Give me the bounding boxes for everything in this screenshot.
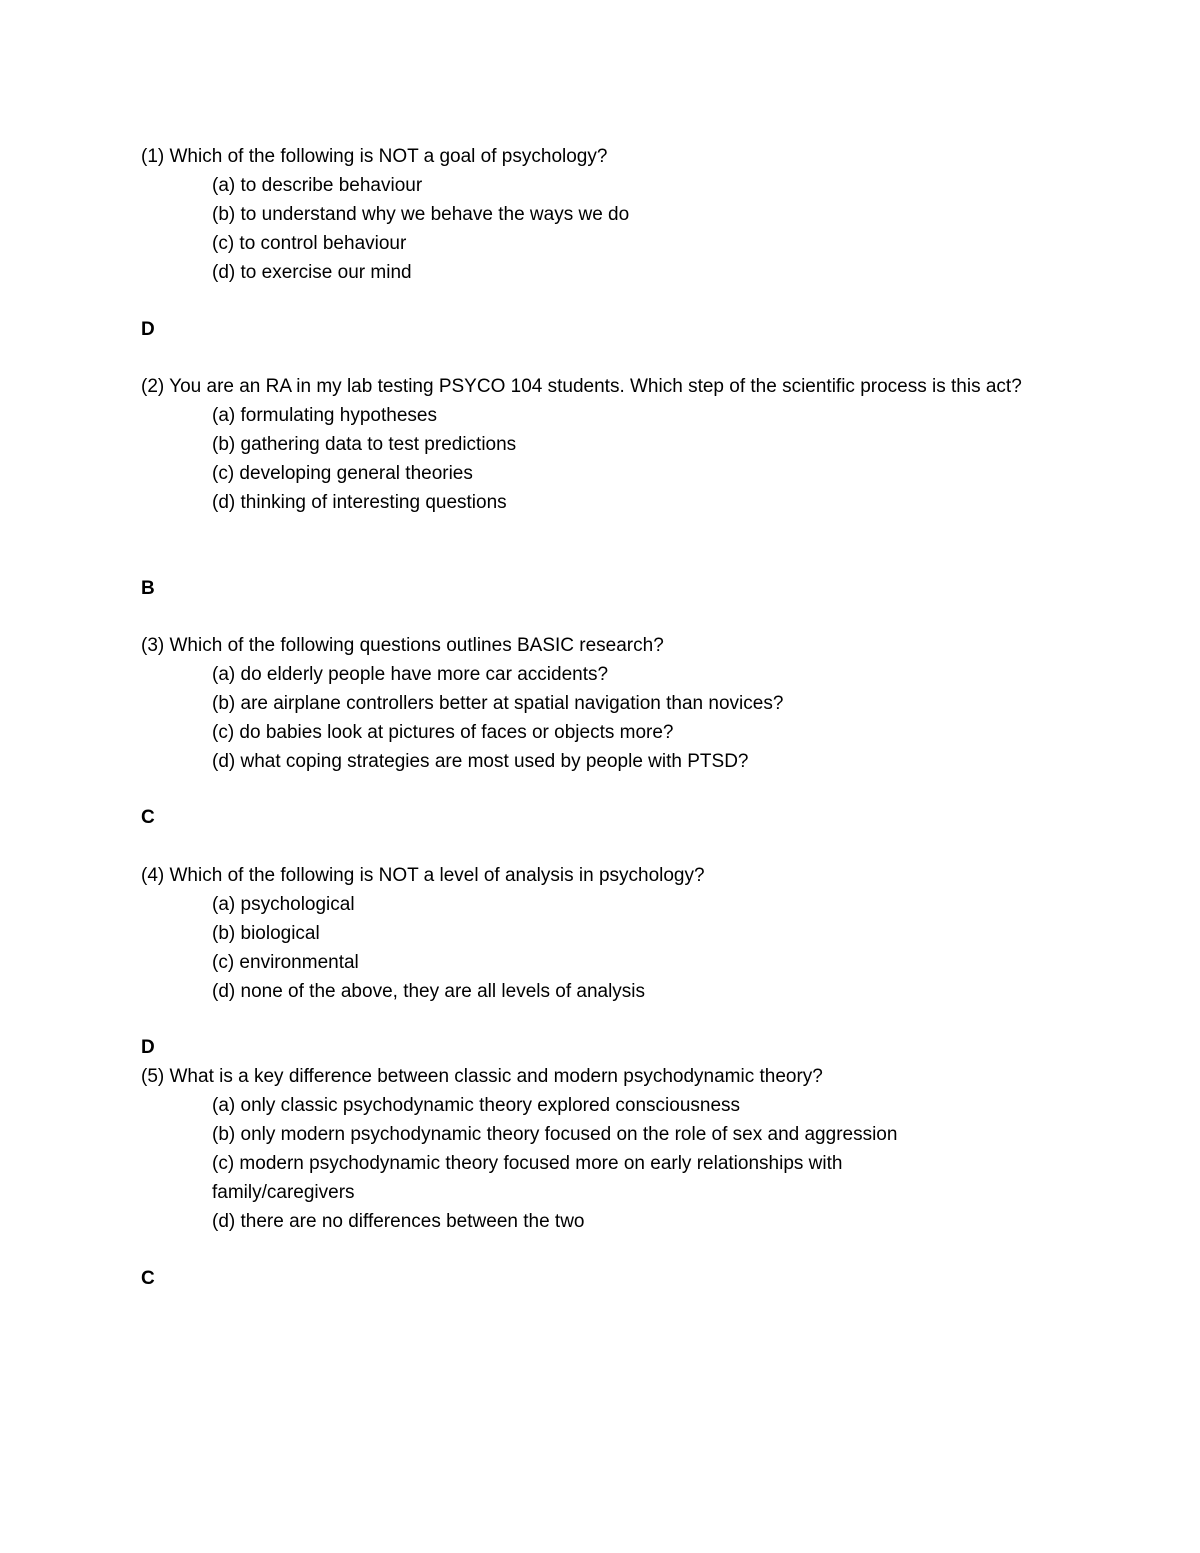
options-list [141, 1091, 1041, 1236]
option-d: (d) thinking of interesting questions [212, 492, 507, 513]
option-d: (d) what coping strategies are most used by people with PTSD? [212, 751, 749, 772]
option-c: (c) to control behaviour [212, 233, 407, 254]
answer-key: B [141, 578, 155, 599]
options-list [141, 890, 1041, 1006]
question-block-1 [141, 142, 1041, 287]
answer-key: D [141, 1037, 155, 1058]
option-a: (a) formulating hypotheses [212, 405, 437, 426]
answer-key: C [141, 1268, 155, 1289]
options-list [141, 660, 1041, 776]
option-c: (c) developing general theories [212, 463, 473, 484]
question-text: (1) Which of the following is NOT a goal of psychology? [141, 146, 608, 167]
answer-key: C [141, 807, 155, 828]
option-b: (b) to understand why we behave the ways we do [212, 204, 630, 225]
option-c: (c) environmental [212, 952, 359, 973]
question-text: (2) You are an RA in my lab testing PSYCO 104 students. Which step of the scientific process is this act? [141, 376, 1022, 397]
option-a: (a) do elderly people have more car accidents? [212, 664, 609, 685]
option-a: (a) psychological [212, 894, 355, 915]
answer-key: D [141, 319, 155, 340]
question-text: (5) What is a key difference between classic and modern psychodynamic theory? [141, 1066, 823, 1087]
option-b: (b) are airplane controllers better at spatial navigation than novices? [212, 693, 784, 714]
question-text: (4) Which of the following is NOT a level of analysis in psychology? [141, 865, 705, 886]
question-block-4 [141, 861, 1041, 1006]
option-b: (b) only modern psychodynamic theory focused on the role of sex and aggression [212, 1124, 898, 1145]
option-b: (b) biological [212, 923, 320, 944]
option-c: (c) modern psychodynamic theory focused more on early relationships with family/caregivers [212, 1153, 843, 1203]
options-list [141, 401, 1041, 517]
option-d: (d) to exercise our mind [212, 262, 412, 283]
option-b: (b) gathering data to test predictions [212, 434, 517, 455]
option-d: (d) none of the above, they are all levels of analysis [212, 981, 646, 1002]
option-d: (d) there are no differences between the two [212, 1211, 585, 1232]
question-block-5 [141, 1062, 1041, 1236]
option-a: (a) only classic psychodynamic theory explored consciousness [212, 1095, 741, 1116]
question-block-3 [141, 631, 1041, 776]
options-list [141, 171, 1041, 287]
option-c: (c) do babies look at pictures of faces or objects more? [212, 722, 674, 743]
option-a: (a) to describe behaviour [212, 175, 423, 196]
question-block-2 [141, 372, 1041, 517]
question-text: (3) Which of the following questions outlines BASIC research? [141, 635, 664, 656]
